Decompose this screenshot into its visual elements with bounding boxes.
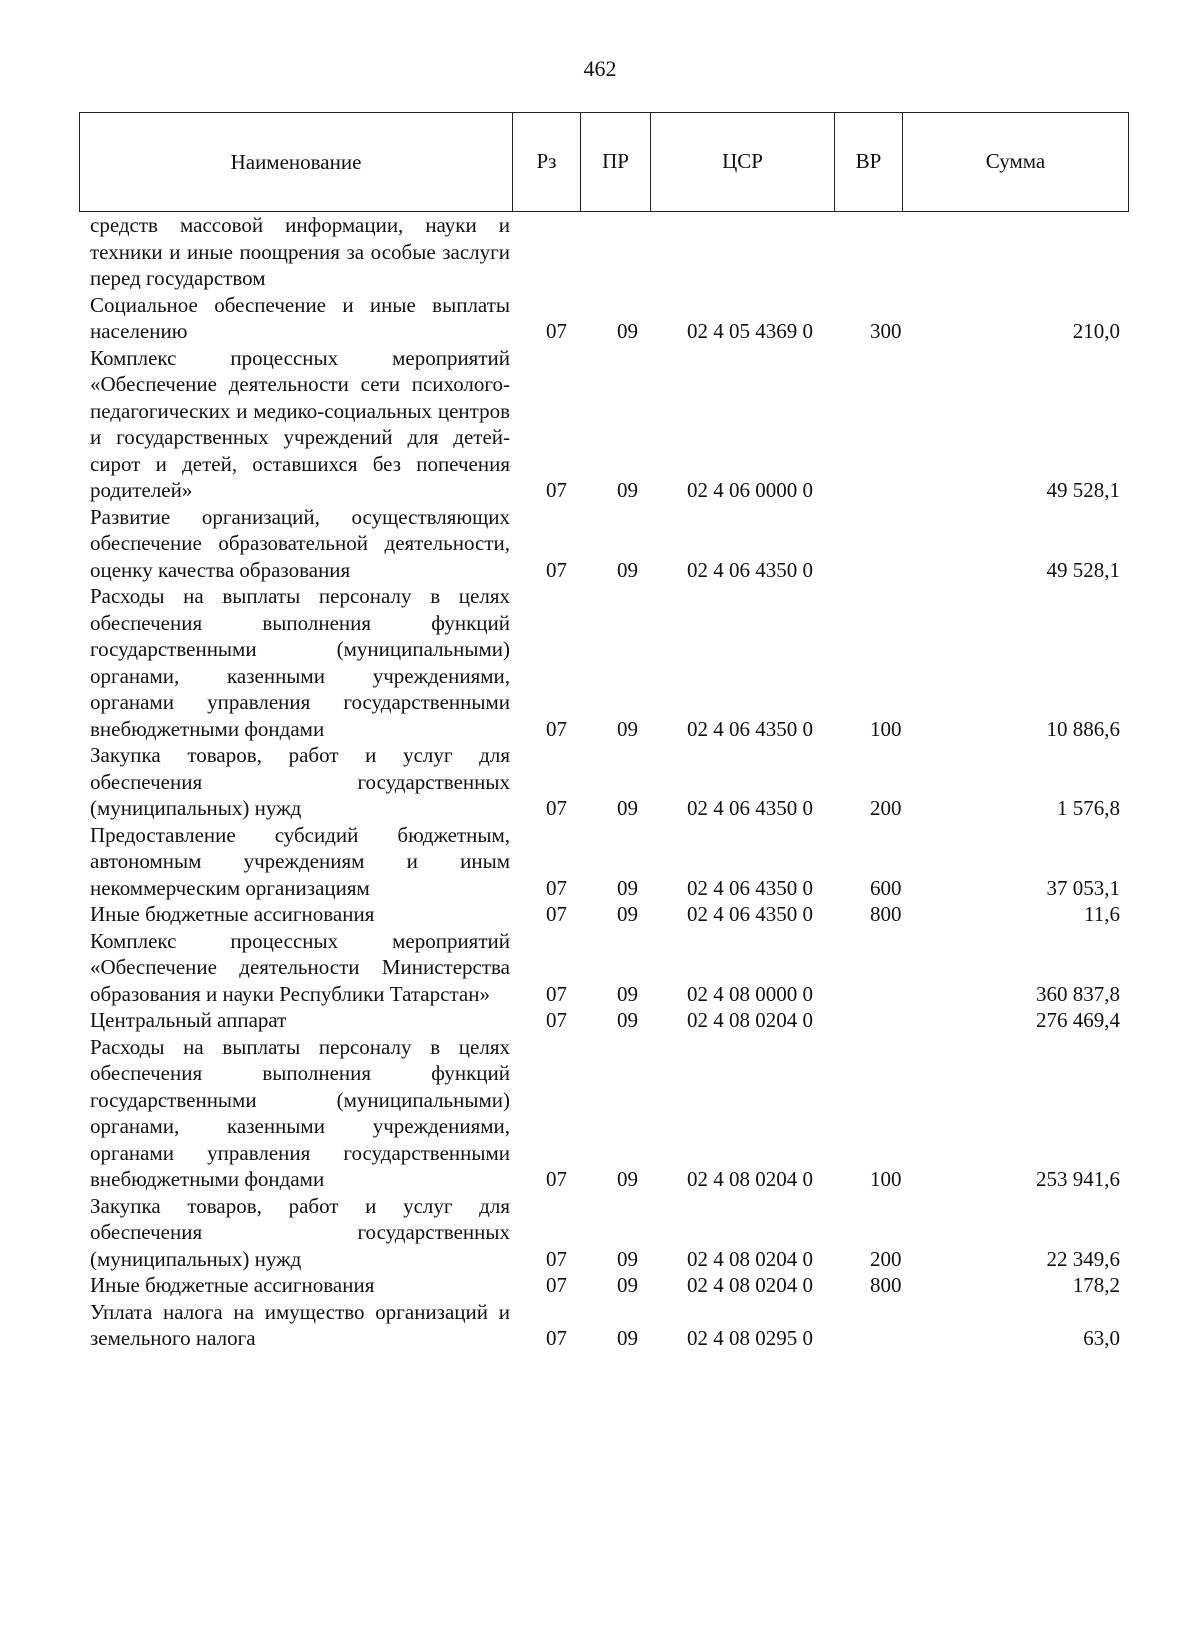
row-rz: 07 [546, 1246, 567, 1271]
row-pr: 09 [617, 1008, 638, 1032]
row-rz: 07 [546, 1008, 567, 1032]
row-sum: 49 528,1 [1046, 478, 1120, 502]
row-sum: 178,2 [1072, 1273, 1120, 1297]
row-pr: 09 [617, 557, 638, 582]
table-row [0, 901, 1200, 928]
row-name: Предоставление субсидий бюджетным, автономным учреждениям и иным некоммерческим организациям [90, 822, 510, 900]
table-body [0, 212, 1200, 1352]
table-row [0, 345, 1200, 504]
row-pr: 09 [617, 902, 638, 926]
row-sum: 253 941,6 [1036, 1167, 1120, 1191]
row-rz: 07 [546, 319, 567, 343]
row-pr: 09 [617, 478, 638, 502]
row-rz: 07 [546, 1273, 567, 1297]
table-row [0, 742, 1200, 822]
row-pr: 09 [617, 1246, 638, 1271]
table-row [0, 1299, 1200, 1352]
header-vr: ВР [835, 113, 903, 212]
row-name: Социальное обеспечение и иные выплаты населению [90, 292, 510, 343]
row-vr: 100 [870, 1167, 902, 1191]
row-sum: 10 886,6 [1046, 716, 1120, 741]
row-rz: 07 [546, 1167, 567, 1191]
row-name: Расходы на выплаты персоналу в целях обеспечения выполнения функций государственными (муниципальными) органами, казенными учреждениями, органами управления государственными внебюджетными фондами [90, 1034, 510, 1191]
row-csr: 02 4 06 4350 0 [687, 557, 813, 582]
row-sum: 210,0 [1072, 319, 1120, 343]
header-name: Наименование [80, 113, 513, 212]
row-name: Закупка товаров, работ и услуг для обеспечения государственных (муниципальных) нужд [90, 743, 510, 820]
table-row [0, 1193, 1200, 1273]
row-rz: 07 [546, 557, 567, 582]
row-vr: 600 [870, 875, 902, 900]
row-csr: 02 4 06 4350 0 [687, 796, 813, 820]
row-name: Иные бюджетные ассигнования [90, 902, 375, 926]
row-pr: 09 [617, 796, 638, 820]
row-sum: 22 349,6 [1046, 1246, 1120, 1271]
row-rz: 07 [546, 796, 567, 820]
row-sum: 11,6 [1084, 902, 1120, 926]
row-vr: 200 [870, 1246, 902, 1271]
row-sum: 276 469,4 [1036, 1008, 1120, 1032]
table-row [0, 928, 1200, 1008]
table-header [79, 112, 1129, 212]
row-sum: 63,0 [1083, 1326, 1120, 1350]
row-rz: 07 [546, 1326, 567, 1350]
row-pr: 09 [617, 981, 638, 1006]
table-row [0, 583, 1200, 742]
row-pr: 09 [617, 1167, 638, 1191]
header-rz: Рз [513, 113, 581, 212]
row-name: Иные бюджетные ассигнования [90, 1273, 375, 1297]
table-row [0, 1007, 1200, 1034]
table-row [0, 822, 1200, 902]
row-rz: 07 [546, 716, 567, 741]
row-vr: 800 [870, 1273, 902, 1297]
row-sum: 360 837,8 [1036, 981, 1120, 1006]
row-name: Комплекс процессных мероприятий «Обеспечение деятельности Министерства образования и науки Республики Татарстан» [90, 928, 510, 1006]
row-csr: 02 4 06 4350 0 [687, 716, 813, 741]
row-vr: 200 [870, 796, 902, 820]
row-csr: 02 4 08 0204 0 [687, 1008, 813, 1032]
row-pr: 09 [617, 1273, 638, 1297]
row-name: средств массовой информации, науки и техники и иные поощрения за особые заслуги перед государством [90, 213, 510, 290]
row-name: Развитие организаций, осуществляющих обеспечение образовательной деятельности, оценку качества образования [90, 504, 510, 582]
row-vr: 800 [870, 902, 902, 926]
row-csr: 02 4 08 0295 0 [687, 1326, 813, 1350]
header-sum: Сумма [903, 113, 1129, 212]
row-vr: 300 [870, 319, 902, 343]
row-sum: 1 576,8 [1057, 796, 1120, 820]
row-sum: 49 528,1 [1046, 557, 1120, 582]
row-csr: 02 4 08 0204 0 [687, 1273, 813, 1297]
row-csr: 02 4 08 0204 0 [687, 1246, 813, 1271]
row-sum: 37 053,1 [1046, 875, 1120, 900]
row-name: Расходы на выплаты персоналу в целях обеспечения выполнения функций государственными (муниципальными) органами, казенными учреждениями, органами управления государственными внебюджетными фондами [90, 584, 510, 741]
row-csr: 02 4 08 0000 0 [687, 981, 813, 1006]
table-row [0, 504, 1200, 584]
table-row [0, 212, 1200, 292]
table-row [0, 1034, 1200, 1193]
row-pr: 09 [617, 716, 638, 741]
row-rz: 07 [546, 478, 567, 502]
header-pr: ПР [581, 113, 651, 212]
row-pr: 09 [617, 1326, 638, 1350]
row-name: Закупка товаров, работ и услуг для обеспечения государственных (муниципальных) нужд [90, 1193, 510, 1271]
row-rz: 07 [546, 875, 567, 900]
header-csr: ЦСР [651, 113, 835, 212]
row-name: Центральный аппарат [90, 1008, 287, 1032]
row-rz: 07 [546, 981, 567, 1006]
row-csr: 02 4 08 0204 0 [687, 1167, 813, 1191]
row-pr: 09 [617, 875, 638, 900]
row-csr: 02 4 05 4369 0 [687, 319, 813, 343]
row-name: Уплата налога на имущество организаций и земельного налога [90, 1299, 510, 1350]
row-pr: 09 [617, 319, 638, 343]
row-csr: 02 4 06 0000 0 [687, 478, 813, 502]
row-csr: 02 4 06 4350 0 [687, 902, 813, 926]
page-number: 462 [583, 56, 617, 81]
row-vr: 100 [870, 716, 902, 741]
table-row [0, 292, 1200, 345]
row-name: Комплекс процессных мероприятий «Обеспечение деятельности сети психолого-педагогических и медико-социальных центров и государственных учреждений для детей-сирот и детей, оставшихся без попечения родителей» [90, 345, 510, 502]
row-rz: 07 [546, 902, 567, 926]
table-row [0, 1272, 1200, 1299]
row-csr: 02 4 06 4350 0 [687, 875, 813, 900]
